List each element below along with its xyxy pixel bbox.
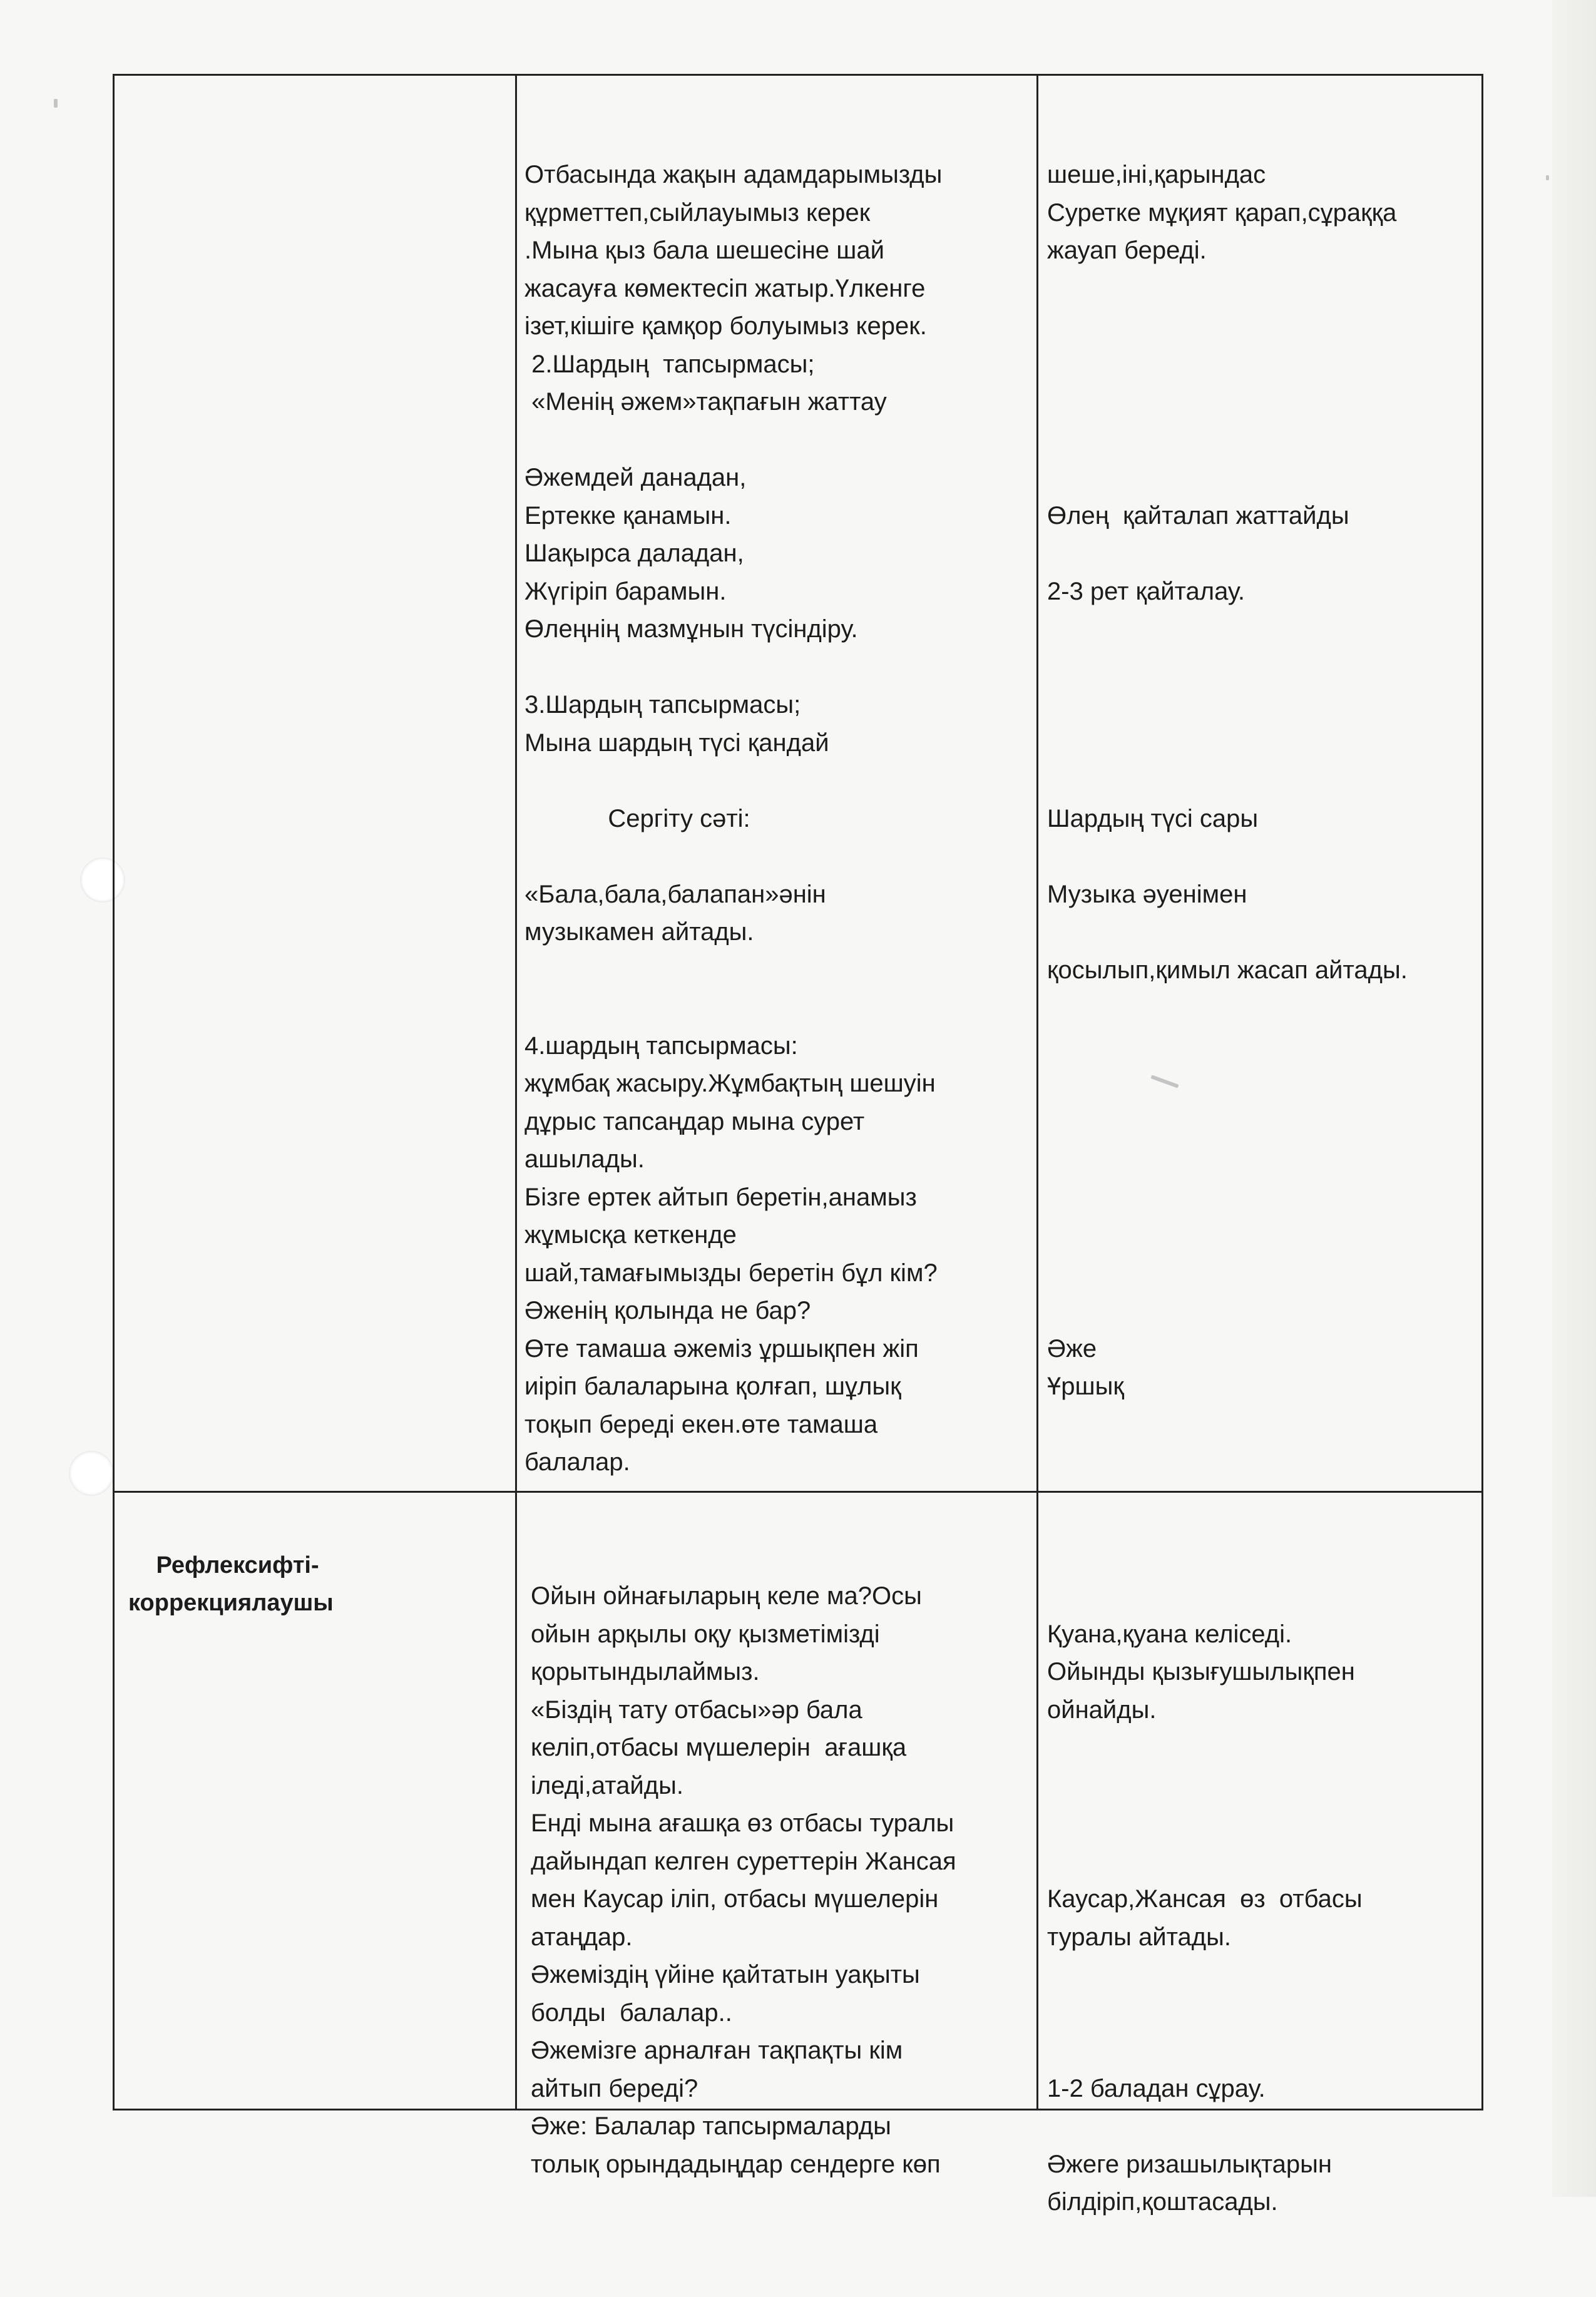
row2-teacher-cell [531,1501,1031,2178]
row2-stage-title: Рефлексифті- коррекциялаушы [128,1552,334,1616]
text-line: ізет,кішіге қамқор болуымыз керек. [524,312,927,340]
text-line [1047,1804,1479,1843]
text-line: Әженің қолында не бар? [524,1297,811,1324]
text-line [1047,459,1479,497]
text-line: Ойын ойнағыларың келе ма?Осы [531,1582,922,1610]
text-line [1047,762,1479,800]
text-line: Әжемдей данадан, [524,464,747,491]
text-line [1047,535,1479,573]
text-line [524,989,1031,1027]
text-line: Өте тамаша әжеміз ұршықпен жіп [524,1334,919,1363]
row1-teacher-cell [524,80,1031,1488]
text-line: Қуана,қуана келіседі. [1047,1620,1292,1648]
text-line [1047,1956,1479,1994]
text-line [1047,648,1479,687]
text-line: Ертекке қанамын. [524,501,732,529]
text-line [1047,270,1479,308]
text-line [524,762,1031,800]
page-edge-shadow [1552,0,1596,2197]
text-line: Бізге ертек айтып беретін,анамыз [524,1183,917,1211]
text-line: 1-2 баладан сұрау. [1047,2074,1266,2102]
text-line: 2.Шардың тапсырмасы; [524,350,815,378]
text-line: дұрыс тапсаңдар мына сурет [524,1107,865,1135]
text-line: қосылып,қимыл жасап айтады. [1047,956,1408,984]
row2-children-lines [1047,1577,1479,2221]
text-line: білдіріп,қоштасады. [1047,2188,1278,2216]
text-line: туралы айтады. [1047,1923,1231,1951]
text-line: Суретке мұқият қарап,сұраққа [1047,198,1397,227]
text-line [1047,1179,1479,1217]
text-line: Әжемізге арналған тақпақты кім [531,2037,903,2064]
text-line [1047,345,1479,384]
text-line [1047,1292,1479,1330]
text-line: атаңдар. [531,1923,633,1951]
text-line: Жүгіріп барамын. [524,577,727,605]
row2-stage-cell [115,1493,515,2106]
text-line: құрметтеп,сыйлауымыз керек [524,198,871,227]
text-line [1047,307,1479,345]
text-line: Мына шардың түсі қандай [524,729,829,757]
lesson-table [113,74,1483,2216]
text-line: шай,тамағымызды беретін бұл кім? [524,1259,938,1287]
text-line: «Бала,бала,балапан»әнін [524,880,826,908]
text-line: қорытындылаймыз. [531,1658,760,1686]
text-line: музыкамен айтады. [524,918,754,946]
text-line: Әжеміздің үйіне қайтатын уақыты [531,1961,920,1988]
text-line [524,421,1031,459]
text-line [1047,1577,1479,1615]
text-line [1047,2107,1479,2146]
text-line: іледі,атайды. [531,1771,683,1799]
text-line [524,648,1031,687]
text-line: Отбасында жақын адамдарымызды [524,161,943,188]
text-line [1047,421,1479,459]
punch-hole-lower [69,1451,114,1496]
text-line: 2-3 рет қайталау. [1047,577,1245,605]
text-line: ойын арқылы оқу қызметімізді [531,1620,880,1648]
text-line [524,951,1031,990]
text-line [1047,1729,1479,1767]
text-line: Әже [1047,1334,1097,1363]
text-line: Шардың түсі сары [1047,804,1259,832]
text-line: Каусар,Жансая өз отбасы [1047,1885,1363,1913]
row1-teacher-lines [524,156,1031,1481]
scan-speck [1546,175,1549,180]
text-line: жұмбақ жасыру.Жұмбақтың шешуін [524,1070,936,1097]
text-line: болды балалар.. [531,1998,732,2027]
text-line [1047,610,1479,648]
row1-stage-cell [115,76,515,1491]
column-divider-1 [515,76,517,2109]
row1-children-lines [1047,156,1479,1406]
text-line: дайындап келген суреттерін Жансая [531,1847,956,1875]
text-line: иіріп балаларына қолғап, шұлық [524,1373,901,1400]
text-line [1047,1843,1479,1881]
text-line: балалар. [524,1448,630,1476]
text-line [1047,2032,1479,2070]
text-line: Ұршық [1047,1373,1124,1400]
text-line: Енді мына ағашқа өз отбасы туралы [531,1809,954,1837]
text-line: ойнайды. [1047,1696,1157,1724]
text-line: Сергіту сәті: [524,804,750,832]
text-line: ашылады. [524,1145,645,1173]
text-line [1047,1065,1479,1103]
text-line [1047,1994,1479,2032]
text-line: Әже: Балалар тапсырмаларды [531,2112,891,2140]
text-line [1047,1767,1479,1805]
row2-teacher-lines [531,1577,1031,2183]
column-divider-2 [1036,76,1038,2109]
text-line: айтып береді? [531,2074,698,2102]
text-line: шеше,іні,қарындас [1047,161,1266,188]
text-line [1047,383,1479,421]
text-line: жұмысқа кеткенде [524,1221,737,1249]
text-line: мен Каусар іліп, отбасы мүшелерін [531,1885,939,1913]
text-line: 3.Шардың тапсырмасы; [524,691,801,719]
text-line: толық орындадыңдар сендерге көп [531,2150,941,2178]
text-line: «Менің әжем»тақпағын жаттау [524,388,887,416]
text-line: жауап береді. [1047,237,1207,264]
text-line [1047,686,1479,724]
text-line: Шақырса даладан, [524,540,744,567]
text-line [1047,989,1479,1027]
text-line [1047,913,1479,951]
text-line: .Мына қыз бала шешесіне шай [524,237,884,264]
text-line: Әжеге ризашылықтарын [1047,2150,1332,2178]
text-line [1047,1254,1479,1292]
text-line: Өлең қайталап жаттайды [1047,501,1349,529]
text-line: Өлеңнің мазмұнын түсіндіру. [524,615,858,643]
text-line [524,837,1031,876]
text-line: Ойынды қызығушылықпен [1047,1658,1355,1686]
text-line: тоқып береді екен.өте тамаша [524,1410,878,1438]
text-line [1047,1216,1479,1254]
text-line: жасауға көмектесіп жатыр.Үлкенге [524,274,926,302]
text-line: Музыка әуенімен [1047,880,1247,908]
text-line [1047,837,1479,876]
row2-children-cell [1047,1501,1479,2216]
scan-speck [54,99,58,108]
text-line [1047,1140,1479,1179]
text-line: келіп,отбасы мүшелерін ағашқа [531,1734,907,1761]
text-line: 4.шардың тапсырмасы: [524,1031,798,1060]
text-line [1047,724,1479,762]
text-line [1047,1103,1479,1141]
row1-children-cell [1041,80,1479,1488]
text-line [1047,1027,1479,1065]
text-line: «Біздің тату отбасы»әр бала [531,1696,862,1724]
